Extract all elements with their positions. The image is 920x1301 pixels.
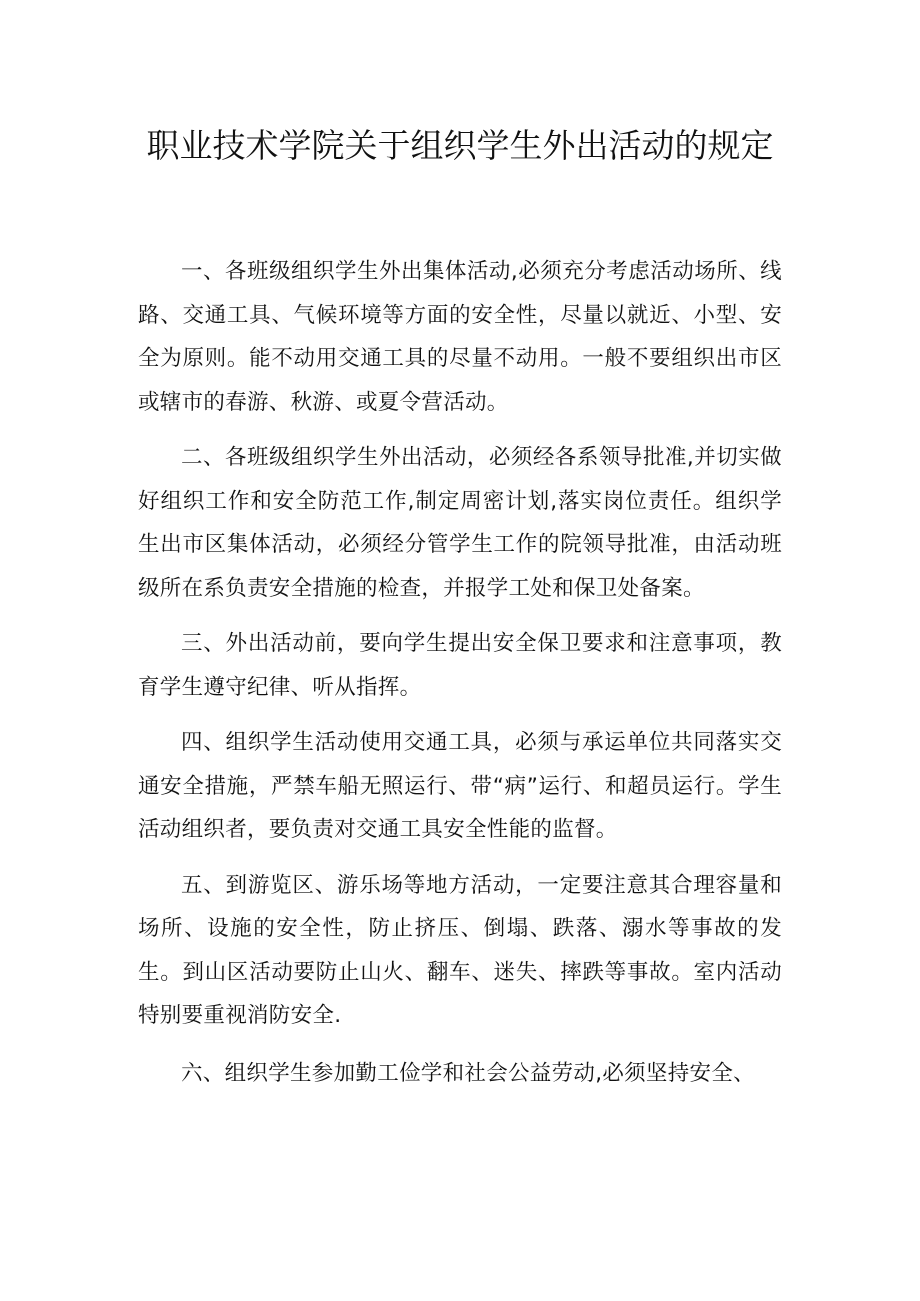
document-title: 职业技术学院关于组织学生外出活动的规定	[146, 126, 774, 165]
paragraph-1: 一、各班级组织学生外出集体活动,必须充分考虑活动场所、线路、交通工具、气候环境等方面的安全性，尽量以就近、小型、安全为原则。能不动用交通工具的尽量不动用。一般不要组织出市区或辖市的春游、秋游、或夏令营活动。	[138, 259, 782, 415]
paragraph-4: 四、组织学生活动使用交通工具，必须与承运单位共同落实交通安全措施，严禁车船无照运行、带“病”运行、和超员运行。学生活动组织者，要负责对交通工具安全性能的监督。	[138, 730, 782, 842]
paragraph-6: 六、组织学生参加勤工俭学和社会公益劳动,必须坚持安全、	[181, 1060, 755, 1086]
paragraph-2: 二、各班级组织学生外出活动，必须经各系领导批准,并切实做好组织工作和安全防范工作,制定周密计划,落实岗位责任。组织学生出市区集体活动，必须经分管学生工作的院领导批准，由活动班级所在系负责安全措施的检查，并报学工处和保卫处备案。	[138, 445, 782, 601]
paragraph-3: 三、外出活动前，要向学生提出安全保卫要求和注意事项，教育学生遵守纪律、听从指挥。	[138, 631, 782, 700]
document-body	[138, 250, 782, 1107]
paragraph-5: 五、到游览区、游乐场等地方活动，一定要注意其合理容量和场所、设施的安全性，防止挤压、倒塌、跌落、溺水等事故的发生。到山区活动要防止山火、翻车、迷失、摔跌等事故。室内活动特别要重视消防安全.	[138, 872, 782, 1028]
